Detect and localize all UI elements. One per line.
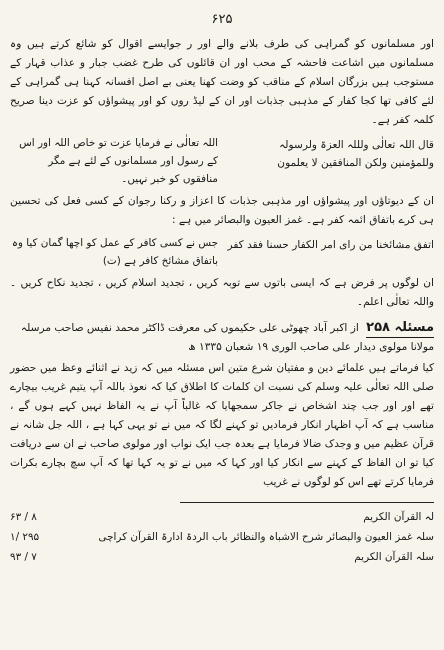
verse-line-1: قال اللہ تعالٰی ولللہ العزۃ ولرسولہ — [279, 139, 434, 151]
quote-urdu: جس نے کسی کافر کے عمل کو اچھا گمان کیا وہ باتفاق مشائخ کافر ہے (ت) — [11, 237, 218, 267]
masala-label: مسئلہ ۲۵۸ — [366, 318, 434, 338]
masala-heading — [10, 318, 434, 357]
footnote-divider — [180, 502, 434, 503]
footnote-2 — [10, 527, 434, 547]
quote-arabic: اتفق مشائخنا من رای امر الکفار حسنا فقد کفر — [227, 239, 434, 251]
paragraph-3: ان لوگوں پر فرض ہے کہ ایسی باتوں سے توبہ کریں ، تجدید اسلام کریں ، تجدید نکاح کریں ۔ واللہ تعالٰی اعلم۔ — [10, 277, 434, 308]
paragraph-2: ان کے دیوتاؤں اور پیشواؤں اور مذہبی جذبات کا اعزاز و رکنا رجوان کے کسی فعل کی تحسین ہی کرے باتفاق ائمہ کفر ہے۔ غمز العیون والبصائر میں ہے : — [10, 195, 434, 226]
footnote-1 — [10, 507, 434, 527]
masala-header-text: از اکبر آباد چھوٹی علی حکیموں کی معرفت ڈاکٹر محمد نفیس صاحب مرسلہ مولانا مولوی دیدار علی صاحب الوری ۱۹ شعبان ۱۳۳۵ ھ — [20, 322, 434, 353]
footnote-ref: ۶۳ / ۸ — [10, 511, 37, 523]
page-number: ۶۲۵ — [211, 12, 233, 27]
footnote-3 — [10, 547, 434, 567]
footnote-ref: ۱/ ۲۹۵ — [10, 531, 40, 543]
footnote-text: سلہ القرآن الکریم — [354, 551, 434, 563]
verse-line-2: وللمؤمنین ولکن المنافقین لا یعلمون — [277, 157, 434, 169]
footnote-text: لہ القرآن الکریم — [363, 511, 434, 523]
footnote-text: سلہ غمز العیون والبصائر شرح الاشباہ والنظائر باب الردۃ ادارۃ القرآن کراچی — [98, 531, 434, 543]
verse-arabic — [226, 136, 434, 186]
footnotes — [10, 507, 434, 567]
footnote-ref: ۹۳ / ۷ — [10, 551, 37, 563]
paragraph-4: کیا فرماتے ہیں علمائے دین و مفتیان شرع متین اس مسئلہ میں کہ زید نے اثنائے وعظ میں حضور صلی اللہ تعالٰی علیہ وسلم کی نسبت ان کلمات کا اطلاق کیا کہ نعوذ باللہ آپ یتیم غریب بیچارے تھے اور اور جب چند اشخاص نے جاکر سمجھایا کہ غالباً آپ نے یہ الفاظ نہیں کہے ہوں گے ، مناسب ہے کہ آپ اظہار انکار فرمادیں تو کہنے لگا کہ میں نے تو یہی کہا ہے ، اللہ جل شانہ نے قرآن عظیم میں و وجدک ضالا فرمایا ہے بعدہ جب ایک نواب اور مولوی صاحب نے ان سے دریافت کیا تو ان الفاظ کے کہنے سے انکار کیا اور کہا کہ میں نے تو یہ کہا تھا کہ آپ سچ بچارے بکرات فرمایا کرتے تھے اس کو لوگوں نے غریب — [10, 362, 434, 488]
verse-block — [10, 134, 434, 188]
quote-block — [10, 234, 434, 270]
verse-translation: اللہ تعالٰی نے فرمایا عزت تو خاص اللہ اور اس کے رسول اور مسلمانوں کے لئے ہے مگر منافقوں کو خبر نہیں۔ — [19, 137, 218, 185]
paragraph-1: اور مسلمانوں کو گمراہی کی طرف بلانے والے اور ر جوایسے اقوال کو شائع کرتے ہیں وہ مسلمانوں میں اشاعت فاحشہ کے محب اور ان قائلوں کی طرح غضب جبار و عذاب قہار کے مستوجب ہیں بزرگان اسلام کے مناقب کو وضت کھنا یعنی بے اصل افسانہ کہنا ہی گمراہی کے لئے کافی تھا کجا کفار کے مذہبی جذبات اور ان کے لیڈ روں کو اور پیشواؤں کو عزت دینا صریح کلمہ کفر ہے۔ — [10, 38, 434, 126]
